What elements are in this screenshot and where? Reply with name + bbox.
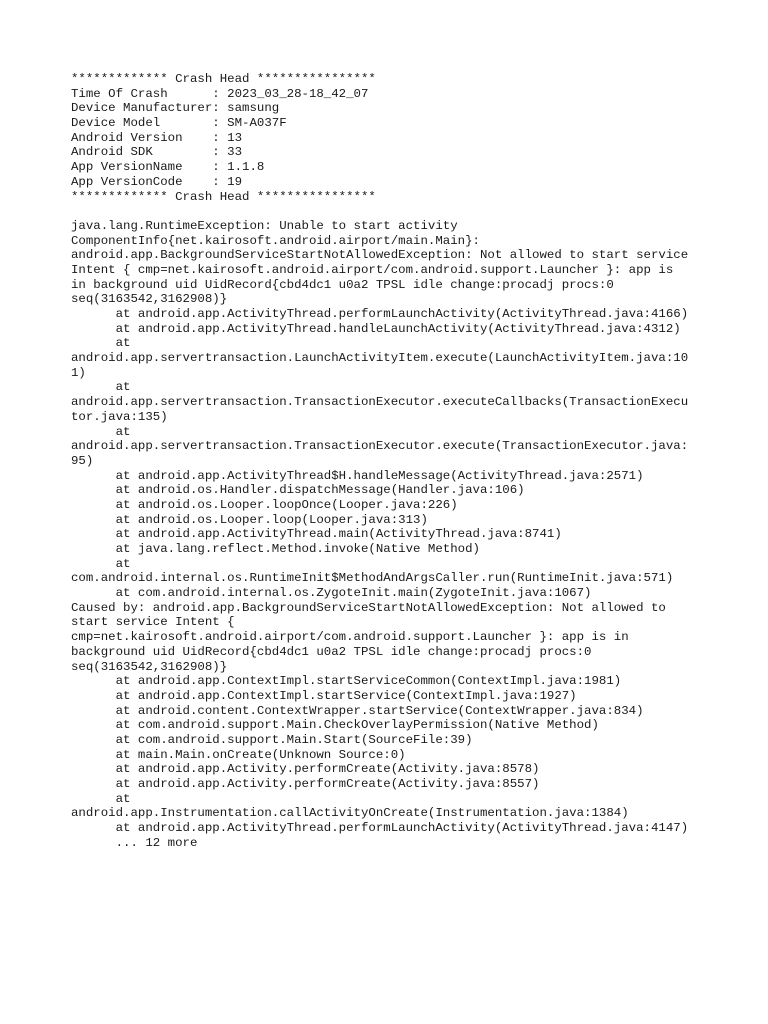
- stack-trace-line: at android.app.ContextImpl.startService(ContextImpl.java:1927): [71, 688, 577, 703]
- stack-trace-line: at android.app.ActivityThread.handleLaunchActivity(ActivityThread.java:4312): [71, 321, 681, 336]
- stack-trace-line: cmp=net.kairosoft.android.airport/com.android.support.Launcher }: app is in: [71, 630, 629, 645]
- stack-trace-line: at: [71, 791, 131, 806]
- stack-trace-line: seq(3163542,3162908)}: [71, 659, 228, 674]
- stack-trace-line: at android.app.ActivityThread.performLaunchActivity(ActivityThread.java:4166): [71, 307, 689, 321]
- stack-trace-line: android.app.Instrumentation.callActivityOnCreate(Instrumentation.java:1384): [71, 806, 629, 821]
- stack-trace-line: at android.os.Looper.loop(Looper.java:313): [71, 512, 428, 527]
- crash-report-document: [71, 72, 711, 850]
- stack-trace-line: com.android.internal.os.RuntimeInit$MethodAndArgsCaller.run(RuntimeInit.java:571): [71, 571, 674, 586]
- stack-trace-line: Caused by: android.app.BackgroundServiceStartNotAllowedException: Not allowed to: [71, 600, 666, 615]
- stack-trace-line: at android.app.ActivityThread.performLaunchActivity(ActivityThread.java:4147): [71, 821, 689, 836]
- stack-trace-line: background uid UidRecord{cbd4dc1 u0a2 TPSL idle change:procadj procs:0: [71, 644, 592, 659]
- stack-trace-line: at com.android.internal.os.ZygoteInit.main(ZygoteInit.java:1067): [71, 586, 592, 601]
- stack-trace-line: android.app.servertransaction.TransactionExecutor.executeCallbacks(TransactionExecu: [71, 395, 689, 410]
- app-version-code-field: App VersionCode : 19: [71, 174, 243, 189]
- stack-trace-line: at: [71, 336, 131, 351]
- crash-head-close-banner: ************* Crash Head ****************: [71, 189, 376, 204]
- time-of-crash-field: Time Of Crash : 2023_03_28-18_42_07: [71, 86, 369, 101]
- stack-trace-line: at android.content.ContextWrapper.startService(ContextWrapper.java:834): [71, 703, 644, 718]
- stack-trace-line: tor.java:135): [71, 409, 168, 424]
- stack-trace-line: android.app.BackgroundServiceStartNotAllowedException: Not allowed to start service: [71, 248, 689, 263]
- stack-trace-line: at android.app.ActivityThread.main(ActivityThread.java:8741): [71, 527, 562, 542]
- stack-trace-line: ComponentInfo{net.kairosoft.android.airport/main.Main}:: [71, 233, 480, 248]
- stack-trace-line: android.app.servertransaction.LaunchActivityItem.execute(LaunchActivityItem.java:10: [71, 351, 689, 366]
- stack-trace-line: start service Intent {: [71, 615, 235, 630]
- stack-trace-line: 95): [71, 453, 94, 468]
- stack-trace-line: at android.os.Handler.dispatchMessage(Handler.java:106): [71, 483, 525, 498]
- stack-trace-line: at: [71, 424, 131, 439]
- android-sdk-field: Android SDK : 33: [71, 145, 243, 160]
- device-manufacturer-field: Device Manufacturer: samsung: [71, 101, 280, 116]
- stack-trace-line: 1): [71, 365, 86, 380]
- device-model-field: Device Model : SM-A037F: [71, 116, 287, 131]
- stack-trace-line: java.lang.RuntimeException: Unable to start activity: [71, 218, 458, 233]
- stack-trace-line: at android.app.ContextImpl.startServiceCommon(ContextImpl.java:1981): [71, 674, 622, 689]
- stack-trace-line: at: [71, 380, 131, 395]
- stack-trace-line: Intent { cmp=net.kairosoft.android.airport/com.android.support.Launcher }: app is: [71, 262, 674, 277]
- stack-trace-line: in background uid UidRecord{cbd4dc1 u0a2 TPSL idle change:procadj procs:0: [71, 277, 614, 292]
- stack-trace-line: at com.android.support.Main.Start(SourceFile:39): [71, 732, 473, 747]
- crash-head-section: [71, 72, 711, 204]
- stack-trace-line: ... 12 more: [71, 835, 198, 850]
- stack-trace-line: at android.app.ActivityThread$H.handleMessage(ActivityThread.java:2571): [71, 468, 644, 483]
- crash-head-open-banner: ************* Crash Head ****************: [71, 72, 376, 86]
- stack-trace-line: at android.app.Activity.performCreate(Activity.java:8578): [71, 762, 540, 777]
- stack-trace-line: at android.os.Looper.loopOnce(Looper.java:226): [71, 497, 458, 512]
- stack-trace-line: at android.app.Activity.performCreate(Activity.java:8557): [71, 777, 540, 791]
- android-version-field: Android Version : 13: [71, 130, 243, 145]
- stack-trace-line: at: [71, 556, 131, 571]
- stack-trace-line: seq(3163542,3162908)}: [71, 292, 228, 307]
- stack-trace: [71, 219, 711, 851]
- stack-trace-line: at main.Main.onCreate(Unknown Source:0): [71, 747, 406, 762]
- app-version-name-field: App VersionName : 1.1.8: [71, 160, 265, 175]
- stack-trace-line: at java.lang.reflect.Method.invoke(Native Method): [71, 542, 480, 556]
- stack-trace-line: android.app.servertransaction.TransactionExecutor.execute(TransactionExecutor.java:: [71, 439, 689, 454]
- section-spacer: [71, 204, 711, 219]
- stack-trace-line: at com.android.support.Main.CheckOverlayPermission(Native Method): [71, 718, 599, 733]
